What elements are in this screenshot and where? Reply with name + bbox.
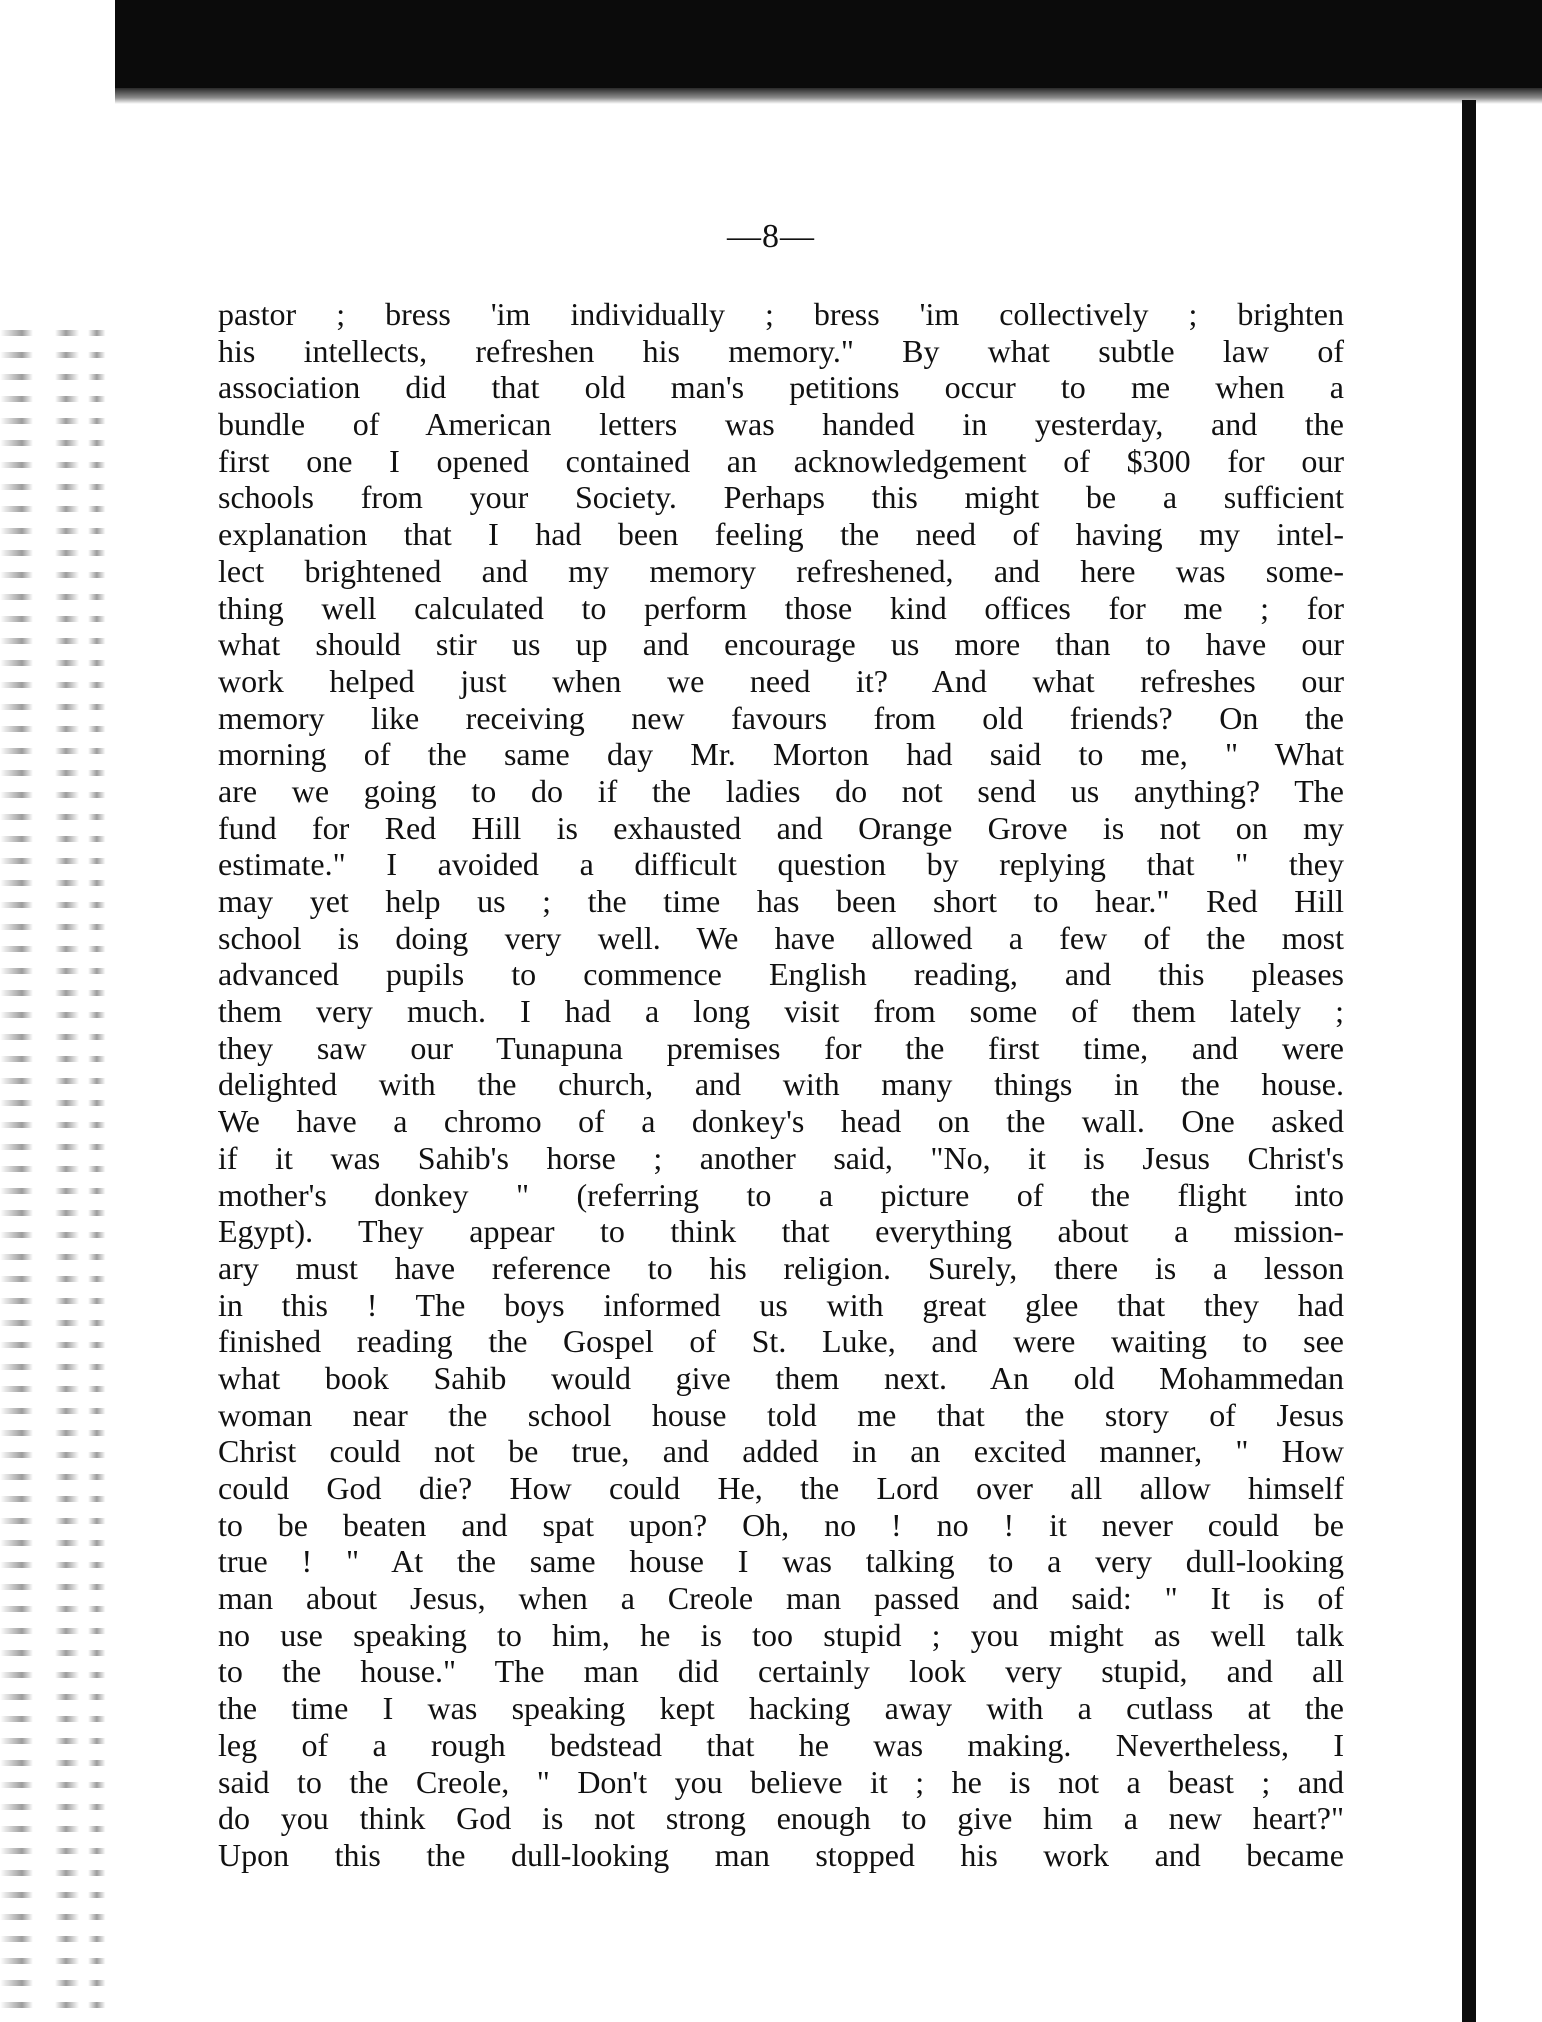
text-line: leg of a rough bedstead that he was making. Nevertheless, I [218, 1726, 1344, 1763]
text-line: may yet help us ; the time has been short to hear." Red Hill [218, 883, 1344, 919]
text-line: finished reading the Gospel of St. Luke, and were waiting to see [218, 1323, 1344, 1360]
text-line: explanation that I had been feeling the need of having my intel- [218, 516, 1344, 553]
text-line: pastor ; bress 'im individually ; bress 'im collectively ; brighten [218, 296, 1344, 332]
text-line: said to the Creole, " Don't you believe it ; he is not a beast ; and [218, 1763, 1344, 1800]
text-line: memory like receiving new favours from old friends? On the [218, 699, 1344, 736]
text-line: We have a chromo of a donkey's head on the wall. One asked [218, 1103, 1344, 1140]
scan-right-border [1462, 100, 1476, 2022]
text-line: them very much. I had a long visit from some of them lately ; [218, 993, 1344, 1030]
scan-left-margin-noise [0, 330, 110, 2022]
text-line: man about Jesus, when a Creole man passed and said: " It is of [218, 1580, 1344, 1617]
text-line: they saw our Tunapuna premises for the first time, and were [218, 1029, 1344, 1066]
text-line: estimate." I avoided a difficult question by replying that " they [218, 846, 1344, 883]
text-line: morning of the same day Mr. Morton had said to me, " What [218, 736, 1344, 773]
text-line: true ! " At the same house I was talking to a very dull-looking [218, 1543, 1344, 1580]
text-line: delighted with the church, and with many things in the house. [218, 1066, 1344, 1103]
scan-top-border-edge [115, 88, 1542, 104]
text-line: if it was Sahib's horse ; another said, "No, it is Jesus Christ's [218, 1139, 1344, 1176]
text-line: school is doing very well. We have allowed a few of the most [218, 919, 1344, 956]
text-line: no use speaking to him, he is too stupid ; you might as well talk [218, 1616, 1344, 1653]
text-line: mother's donkey " (referring to a picture of the flight into [218, 1176, 1344, 1213]
text-line: could God die? How could He, the Lord over all allow himself [218, 1470, 1344, 1506]
text-line: what should stir us up and encourage us more than to have our [218, 626, 1344, 663]
text-line: do you think God is not strong enough to give him a new heart?" [218, 1800, 1344, 1837]
text-line: Egypt). They appear to think that everything about a mission- [218, 1213, 1344, 1250]
text-line: work helped just when we need it? And what refreshes our [218, 662, 1344, 699]
text-line: ary must have reference to his religion. Surely, there is a lesson [218, 1249, 1344, 1286]
text-line: association did that old man's petitions occur to me when a [218, 369, 1344, 406]
text-line: in this ! The boys informed us with great glee that they had [218, 1286, 1344, 1323]
text-line: to the house." The man did certainly look very stupid, and all [218, 1653, 1344, 1690]
text-line: lect brightened and my memory refreshened, and here was some- [218, 552, 1344, 589]
text-line: advanced pupils to commence English reading, and this pleases [218, 956, 1344, 993]
text-line: the time I was speaking kept hacking away with a cutlass at the [218, 1690, 1344, 1727]
scan-top-border [115, 0, 1542, 92]
text-line: what book Sahib would give them next. An old Mohammedan [218, 1359, 1344, 1396]
text-line: thing well calculated to perform those kind offices for me ; for [218, 589, 1344, 626]
text-line: schools from your Society. Perhaps this might be a sufficient [218, 479, 1344, 516]
text-line: to be beaten and spat upon? Oh, no ! no ! it never could be [218, 1506, 1344, 1543]
text-line: woman near the school house told me that the story of Jesus [218, 1396, 1344, 1433]
text-line: first one I opened contained an acknowledgement of $300 for our [218, 442, 1344, 479]
text-line: his intellects, refreshen his memory." By what subtle law of [218, 332, 1344, 369]
body-text [218, 296, 1344, 1874]
text-line: fund for Red Hill is exhausted and Orange Grove is not on my [218, 809, 1344, 846]
text-line: Upon this the dull-looking man stopped his work and became [218, 1836, 1344, 1873]
text-line: Christ could not be true, and added in an excited manner, " How [218, 1433, 1344, 1470]
page-number: —8— [727, 218, 815, 255]
text-line: bundle of American letters was handed in yesterday, and the [218, 406, 1344, 443]
text-line: are we going to do if the ladies do not send us anything? The [218, 772, 1344, 809]
